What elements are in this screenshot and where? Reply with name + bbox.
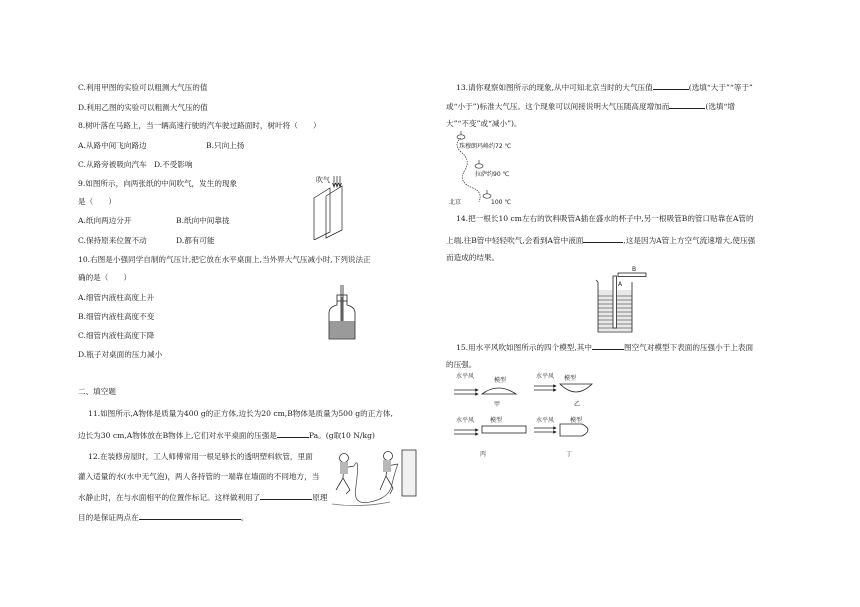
q9-paper-figure — [300, 172, 352, 240]
q14-line-2a: 上端,往B管中轻轻吹气,会看到A管中液面 — [446, 236, 584, 245]
q15-label-jia: 甲 — [494, 401, 501, 408]
q14-line-3: 而造成的结果。 — [446, 253, 500, 262]
q10-option-c: C.细管内液柱高度下降 — [78, 331, 155, 340]
q13-line-2 — [446, 100, 735, 112]
q13-line-3: 大”“不变”或“减小”)。 — [446, 119, 522, 128]
q9-option-a: A.纸向两边分开 — [78, 216, 132, 225]
q10-option-d: D.瓶子对桌面的压力减小 — [78, 350, 163, 359]
q13-line-2b: (选填“增 — [705, 102, 735, 111]
q12-purpose-blank[interactable] — [139, 511, 241, 520]
q15-label-bing: 丙 — [480, 451, 487, 458]
q11-answer-blank[interactable] — [277, 429, 309, 438]
q12-line-4a: 目的是保证两点在 — [78, 513, 139, 522]
q15-wind-label-4: 水平风 — [536, 417, 555, 424]
q8-option-b: B.只向上扬 — [206, 141, 245, 150]
q15-wind-label-2: 水平风 — [536, 373, 555, 380]
q15-answer-blank[interactable] — [592, 341, 624, 350]
q9-stem: 9.如图所示，向两张纸的中间吹气，发生的现象 — [78, 179, 238, 188]
q14-label-b: B — [632, 266, 637, 273]
q13-line-1b: (选填“大于”“等于” — [688, 83, 753, 92]
q14-line-1: 14.把一根长10 cm左右的饮料吸管A插在盛水的杯子中,另一根吸管B的管口贴靠在A管的 — [456, 214, 754, 223]
q15-model-label-4: 模型 — [570, 417, 583, 424]
q14-straw-figure — [592, 264, 648, 334]
q11-line-2a: 边长为30 cm,A物体放在B物体上,它们对水平桌面的压强是 — [78, 431, 277, 440]
q15-line-1b: 图空气对模型下表面的压强小于上表面 — [624, 343, 754, 352]
q15-label-ding: 丁 — [566, 451, 573, 458]
q9-option-c: C.保持原来位置不动 — [78, 236, 147, 245]
q11-line-1: 11.如图所示,A物体是质量为400 g的正方体,边长为20 cm,B物体是质量为500 g的正方体, — [88, 409, 393, 418]
section-fill-in-title: 二、填空题 — [78, 387, 116, 396]
q12-line-3b: 原理 — [312, 493, 328, 502]
option-d-prev: D.利用乙图的实验可以粗测大气压的值 — [78, 103, 208, 112]
q12-workers-figure — [330, 446, 422, 510]
q15-model-label-1: 模型 — [494, 377, 507, 384]
q9-option-d: D.都有可能 — [176, 236, 215, 245]
q14-label-a: A — [618, 281, 623, 288]
q10-barometer-figure — [326, 283, 358, 343]
q15-models-figure — [452, 370, 612, 462]
q12-line-3a: 水静止时，在与水面相平的位置作标记。这样做利用了 — [78, 493, 261, 502]
q11-line-2 — [78, 429, 375, 441]
q12-line-3 — [78, 491, 327, 503]
q14-line-2b: ,这是因为A管上方空气流速增大,使压强 — [623, 236, 756, 245]
q8-stem: 8.树叶落在马路上，当一辆高速行驶的汽车驶过路面时，树叶将（ ） — [78, 121, 321, 130]
q12-line-4b: 。 — [240, 513, 249, 522]
q9-option-b: B.纸向中间靠拢 — [176, 216, 230, 225]
q13-label-lhasa: 拉萨约90 ℃ — [475, 171, 510, 178]
q13-label-beijing: 北京 — [449, 199, 462, 206]
q10-stem-2: 确的是（ ） — [78, 273, 132, 282]
q14-level-blank[interactable] — [583, 234, 623, 243]
option-c-prev: C.利用甲图的实验可以粗测大气压的值 — [78, 83, 208, 92]
q13-pressure-blank[interactable] — [653, 81, 689, 90]
q9-stem-2: 是（ ） — [78, 197, 116, 206]
q13-altitude-figure — [447, 130, 539, 206]
q13-line-1a: 13.请你观察如图所示的现象,从中可知北京当时的大气压值 — [456, 83, 653, 92]
q8-option-c-text: C.从路旁被吸向汽车 — [78, 160, 147, 169]
q15-line-1a: 15.用水平风吹如图所示的四个模型,其中 — [456, 343, 592, 352]
q14-line-2 — [446, 234, 755, 246]
q10-stem: 10.右图是小强同学自制的气压计,把它放在水平桌面上,当外界大气压减小时,下列说法正 — [78, 255, 371, 264]
q15-line-1 — [456, 341, 753, 353]
q10-option-b: B.细管内液柱高度不变 — [78, 312, 155, 321]
q15-wind-label-1: 水平风 — [456, 373, 475, 380]
q12-principle-blank[interactable] — [260, 491, 312, 500]
q13-line-1 — [456, 81, 753, 93]
q8-option-c — [78, 160, 193, 170]
q12-line-1: 12.在装修房屋时，工人师傅常用一根足够长的透明塑料软管，里面 — [88, 452, 313, 461]
q15-model-label-2: 模型 — [564, 375, 577, 382]
q15-line-2: 的压强。 — [446, 360, 477, 369]
q9-fig-label: 吹气 — [316, 176, 330, 184]
q8-option-a: A.从路中间飞向路边 — [78, 141, 147, 150]
q10-option-a: A.细管内液柱高度上升 — [78, 293, 155, 302]
q12-line-4 — [78, 511, 248, 523]
q15-wind-label-3: 水平风 — [456, 417, 475, 424]
q15-model-label-3: 模型 — [490, 417, 503, 424]
q13-label-beijing-temp: 100 ℃ — [491, 199, 512, 206]
q15-label-yi: 乙 — [574, 401, 581, 408]
q13-line-2a: 或“小于”)标准大气压。这个现象可以间接说明大气压随高度增加而 — [446, 102, 670, 111]
q13-trend-blank[interactable] — [669, 100, 705, 109]
q12-line-2: 灌入适量的水(水中无气泡)，两人各持管的一端靠在墙面的不同地方，当 — [78, 472, 320, 481]
q8-option-d: D.不受影响 — [153, 160, 193, 169]
q13-label-peak: 珠穆朗玛峰约72 ℃ — [459, 143, 512, 150]
q11-line-2b: Pa。(g取10 N/kg) — [308, 431, 375, 440]
